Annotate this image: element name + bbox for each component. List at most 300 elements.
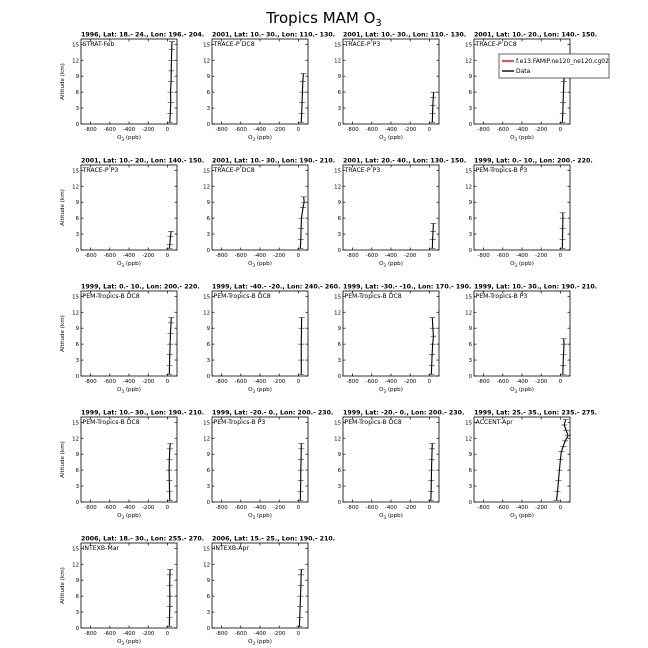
x-tick-label: -600 — [496, 379, 509, 385]
figure-title — [265, 9, 382, 29]
x-axis-title-unit: (ppb) — [255, 513, 272, 519]
y-tick-label: 6 — [206, 342, 210, 349]
y-tick-label: 12 — [72, 58, 79, 65]
y-tick-label: 0 — [75, 626, 79, 632]
y-axis-title: Altitude (km) — [60, 315, 66, 352]
panel-14 — [203, 410, 333, 521]
x-tick-label: -200 — [404, 379, 417, 385]
y-tick-label: 0 — [206, 248, 210, 254]
x-tick-label: 0 — [296, 631, 301, 637]
x-tick-label: -800 — [84, 127, 97, 133]
y-tick-label: 3 — [468, 358, 472, 365]
x-axis-title-subscript: 3 — [514, 515, 518, 520]
panel-tag: PEM-Tropics-B P3 — [475, 293, 528, 300]
panel-4 — [465, 32, 597, 143]
y-tick-label: 15 — [465, 42, 472, 49]
x-axis-title-unit: (ppb) — [386, 387, 403, 393]
x-tick-label: -400 — [515, 127, 529, 133]
y-tick-label: 9 — [468, 452, 472, 459]
y-tick-label: 15 — [334, 420, 341, 427]
x-tick-label: -800 — [477, 505, 490, 511]
y-tick-label: 12 — [203, 184, 210, 191]
series-line-data — [432, 92, 433, 122]
series-line-data — [431, 318, 433, 375]
x-axis-title-subscript: 3 — [252, 389, 256, 394]
x-tick-label: 0 — [558, 379, 563, 385]
x-tick-label: -400 — [515, 253, 529, 259]
x-tick-label: -600 — [103, 379, 116, 385]
x-axis-title-main: O — [248, 387, 253, 393]
y-tick-label: 0 — [206, 626, 210, 632]
panel-tag: PEM-Tropics-B DC8 — [344, 419, 402, 426]
x-tick-label: 0 — [296, 253, 301, 259]
x-tick-label: -800 — [84, 631, 97, 637]
y-tick-label: 9 — [75, 326, 79, 333]
y-tick-label: 15 — [203, 168, 210, 175]
y-tick-label: 6 — [206, 468, 210, 475]
y-tick-label: 15 — [465, 420, 472, 427]
panel-tag: TRACE-P P3 — [82, 167, 119, 174]
panel-tag: STRAT-Feb — [82, 41, 115, 48]
x-tick-label: -400 — [253, 253, 267, 259]
panel-frame — [474, 39, 570, 124]
panel-13 — [60, 410, 204, 521]
y-tick-label: 12 — [465, 58, 472, 65]
x-tick-label: -200 — [404, 127, 417, 133]
x-tick-label: -400 — [384, 253, 398, 259]
y-tick-label: 9 — [468, 74, 472, 81]
y-tick-label: 3 — [337, 232, 341, 239]
y-tick-label: 3 — [468, 232, 472, 239]
y-tick-label: 3 — [206, 106, 210, 113]
x-tick-label: -200 — [142, 379, 155, 385]
x-axis-title-subscript: 3 — [121, 389, 125, 394]
x-axis-title-unit: (ppb) — [386, 135, 403, 141]
series-line-data — [170, 42, 172, 123]
x-tick-label: -600 — [103, 505, 116, 511]
y-tick-label: 12 — [203, 58, 210, 65]
x-tick-label: -600 — [234, 253, 247, 259]
panel-header: 1999, Lat: 0.- 10., Lon: 200.- 220. — [81, 283, 200, 291]
y-tick-label: 12 — [334, 310, 341, 317]
y-tick-label: 15 — [203, 42, 210, 49]
series-line-data — [169, 570, 170, 627]
panel-tag: TRACE-P DC8 — [213, 167, 255, 174]
x-tick-label: 0 — [165, 379, 170, 385]
x-tick-label: -600 — [234, 379, 247, 385]
y-tick-label: 6 — [337, 216, 341, 223]
y-tick-label: 12 — [72, 436, 79, 443]
panel-header: 2001, Lat: 10.- 20., Lon: 140.- 150. — [81, 157, 205, 165]
y-tick-label: 12 — [465, 184, 472, 191]
x-axis-title-subscript: 3 — [514, 137, 518, 142]
panel-tag: PEM-Tropics-B P3 — [475, 167, 528, 174]
panel-header: 2001, Lat: 10.- 30., Lon: 110.- 130. — [212, 31, 336, 39]
panel-frame — [474, 417, 570, 502]
x-tick-label: -800 — [215, 379, 228, 385]
y-tick-label: 3 — [206, 232, 210, 239]
series-line-data — [299, 570, 301, 627]
x-axis-title-main: O — [117, 387, 122, 393]
y-tick-label: 0 — [206, 374, 210, 380]
x-axis-title — [248, 639, 272, 646]
legend-label: Data — [516, 68, 531, 75]
x-axis-title — [248, 261, 272, 268]
y-tick-label: 6 — [468, 468, 472, 475]
x-tick-label: -400 — [515, 505, 529, 511]
panel-header: 1999, Lat: -40.- -20., Lon: 240.- 260. — [212, 283, 341, 291]
x-tick-label: -800 — [346, 379, 359, 385]
x-tick-label: -200 — [142, 127, 155, 133]
panel-frame — [81, 39, 177, 124]
x-axis-title — [510, 387, 534, 394]
panel-17 — [60, 536, 204, 647]
y-tick-label: 3 — [75, 484, 79, 491]
y-tick-label: 15 — [465, 294, 472, 301]
y-tick-label: 0 — [75, 122, 79, 128]
y-tick-label: 6 — [75, 216, 79, 223]
x-tick-label: -200 — [273, 505, 286, 511]
panel-header: 1999, Lat: -20.- 0., Lon: 200.- 230. — [343, 409, 465, 417]
y-tick-label: 0 — [468, 122, 472, 128]
panel-frame — [212, 39, 308, 124]
series-line-data — [562, 74, 564, 123]
y-tick-label: 12 — [72, 184, 79, 191]
x-axis-title-subscript: 3 — [121, 515, 125, 520]
x-axis-title-unit: (ppb) — [255, 135, 272, 141]
y-tick-label: 9 — [337, 452, 341, 459]
x-axis-title-unit: (ppb) — [517, 387, 534, 393]
x-axis-title-subscript: 3 — [252, 641, 256, 646]
panel-7 — [334, 158, 466, 269]
panel-header: 2006, Lat: 15.- 25., Lon: 190.- 210. — [212, 535, 336, 543]
y-tick-label: 6 — [206, 216, 210, 223]
x-axis-title-unit: (ppb) — [517, 261, 534, 267]
panel-header: 2001, Lat: 20.- 40., Lon: 130.- 150. — [343, 157, 467, 165]
x-tick-label: -400 — [253, 127, 267, 133]
x-axis-title — [117, 513, 141, 520]
x-axis-title-unit: (ppb) — [517, 513, 534, 519]
x-axis-title-subscript: 3 — [121, 263, 125, 268]
y-tick-label: 9 — [206, 578, 210, 585]
y-tick-label: 15 — [72, 168, 79, 175]
y-tick-label: 9 — [468, 326, 472, 333]
panel-frame — [212, 417, 308, 502]
y-tick-label: 9 — [75, 578, 79, 585]
x-axis-title — [379, 513, 403, 520]
x-axis-title — [379, 261, 403, 268]
panel-frame — [81, 417, 177, 502]
y-tick-label: 6 — [75, 594, 79, 601]
y-tick-label: 12 — [203, 436, 210, 443]
x-tick-label: 0 — [427, 505, 432, 511]
y-tick-label: 6 — [75, 90, 79, 97]
x-axis-title-main: O — [510, 261, 515, 267]
x-tick-label: 0 — [165, 631, 170, 637]
y-tick-label: 0 — [468, 500, 472, 506]
panel-tag: PEM-Tropics-B DC8 — [213, 293, 271, 300]
panel-frame — [343, 417, 439, 502]
x-tick-label: -200 — [404, 253, 417, 259]
x-axis-title-unit: (ppb) — [255, 261, 272, 267]
y-tick-label: 12 — [72, 310, 79, 317]
panel-frame — [343, 291, 439, 376]
x-axis-title — [379, 135, 403, 142]
x-axis-title — [248, 387, 272, 394]
panel-frame — [212, 291, 308, 376]
y-tick-label: 15 — [203, 420, 210, 427]
y-tick-label: 12 — [465, 436, 472, 443]
y-tick-label: 3 — [75, 106, 79, 113]
y-tick-label: 9 — [337, 200, 341, 207]
x-tick-label: -400 — [122, 379, 136, 385]
y-tick-label: 12 — [203, 562, 210, 569]
x-axis-title-unit: (ppb) — [255, 639, 272, 645]
y-tick-label: 3 — [468, 484, 472, 491]
y-tick-label: 15 — [203, 294, 210, 301]
x-axis-title-main: O — [117, 639, 122, 645]
x-axis-title-unit: (ppb) — [124, 639, 141, 645]
y-tick-label: 0 — [337, 122, 341, 128]
figure-title-subscript: 3 — [375, 18, 382, 29]
x-axis-title-main: O — [248, 639, 253, 645]
series-line-data — [300, 444, 301, 501]
x-axis-title-main: O — [248, 513, 253, 519]
x-axis-title-main: O — [117, 261, 122, 267]
x-tick-label: -600 — [496, 253, 509, 259]
y-tick-label: 3 — [75, 232, 79, 239]
x-tick-label: -600 — [103, 631, 116, 637]
panel-9 — [60, 284, 200, 395]
panel-16 — [465, 410, 597, 521]
panel-5 — [60, 158, 204, 269]
x-tick-label: -800 — [477, 127, 490, 133]
panel-header: 1999, Lat: 10.- 30., Lon: 190.- 210. — [81, 409, 205, 417]
panel-3 — [334, 32, 466, 143]
x-axis-title-unit: (ppb) — [517, 135, 534, 141]
y-tick-label: 9 — [75, 74, 79, 81]
x-tick-label: -800 — [215, 127, 228, 133]
y-tick-label: 0 — [206, 122, 210, 128]
x-tick-label: 0 — [427, 379, 432, 385]
x-tick-label: -400 — [384, 505, 398, 511]
x-axis-title — [248, 513, 272, 520]
x-tick-label: -800 — [346, 505, 359, 511]
x-tick-label: -800 — [346, 127, 359, 133]
y-tick-label: 6 — [468, 90, 472, 97]
x-axis-title-main: O — [510, 135, 515, 141]
panel-8 — [465, 158, 593, 269]
y-tick-label: 9 — [75, 200, 79, 207]
x-tick-label: -600 — [496, 505, 509, 511]
x-tick-label: -400 — [515, 379, 529, 385]
x-tick-label: -200 — [273, 631, 286, 637]
panel-frame — [343, 39, 439, 124]
panel-tag: INTEXB-Mar — [82, 545, 120, 552]
x-axis-title-main: O — [379, 387, 384, 393]
x-tick-label: -800 — [215, 505, 228, 511]
y-tick-label: 15 — [465, 168, 472, 175]
panel-frame — [343, 165, 439, 250]
panel-header: 1999, Lat: 0.- 10., Lon: 200.- 220. — [474, 157, 593, 165]
panel-tag: TRACE-P DC8 — [475, 41, 517, 48]
x-axis-title — [117, 135, 141, 142]
panel-12 — [465, 284, 597, 395]
x-axis-title-unit: (ppb) — [124, 135, 141, 141]
x-tick-label: -600 — [365, 379, 378, 385]
x-tick-label: -200 — [273, 127, 286, 133]
x-axis-title — [117, 261, 141, 268]
x-axis-title-main: O — [117, 135, 122, 141]
x-axis-title-main: O — [248, 135, 253, 141]
series-line-data — [557, 420, 569, 501]
x-tick-label: -600 — [365, 127, 378, 133]
x-tick-label: -800 — [84, 379, 97, 385]
y-tick-label: 9 — [75, 452, 79, 459]
x-axis-title-main: O — [379, 513, 384, 519]
x-tick-label: -800 — [346, 253, 359, 259]
panel-tag: TRACE-P P3 — [344, 41, 381, 48]
y-tick-label: 12 — [203, 310, 210, 317]
x-tick-label: -600 — [103, 253, 116, 259]
x-axis-title-subscript: 3 — [252, 263, 256, 268]
y-tick-label: 6 — [337, 468, 341, 475]
y-tick-label: 0 — [468, 248, 472, 254]
panel-tag: ACCENT-Apr — [475, 419, 513, 426]
x-tick-label: -400 — [122, 505, 136, 511]
y-tick-label: 6 — [337, 342, 341, 349]
x-tick-label: -200 — [142, 253, 155, 259]
legend — [499, 54, 609, 78]
series-line-data — [169, 444, 170, 501]
y-tick-label: 0 — [337, 500, 341, 506]
x-axis-title — [510, 135, 534, 142]
x-axis-title-main: O — [117, 513, 122, 519]
y-tick-label: 0 — [75, 500, 79, 506]
y-tick-label: 12 — [465, 310, 472, 317]
panel-11 — [334, 284, 471, 395]
panel-2 — [203, 32, 335, 143]
x-tick-label: -600 — [103, 127, 116, 133]
x-tick-label: 0 — [165, 505, 170, 511]
x-tick-label: 0 — [296, 379, 301, 385]
x-tick-label: -400 — [122, 127, 136, 133]
x-tick-label: 0 — [296, 505, 301, 511]
panel-10 — [203, 284, 340, 395]
series-line-data — [431, 444, 432, 501]
x-tick-label: -800 — [84, 253, 97, 259]
panel-header: 2006, Lat: 18.- 30., Lon: 255.- 270. — [81, 535, 205, 543]
x-tick-label: -600 — [365, 253, 378, 259]
y-tick-label: 6 — [468, 342, 472, 349]
x-axis-title-subscript: 3 — [252, 137, 256, 142]
x-axis-title — [510, 513, 534, 520]
x-tick-label: -200 — [535, 379, 548, 385]
y-tick-label: 3 — [75, 610, 79, 617]
y-axis-title: Altitude (km) — [60, 567, 66, 604]
x-axis-title-main: O — [379, 135, 384, 141]
legend-label: f.e13.FAMIP.ne120_ne120.cg02 — [516, 58, 609, 65]
x-tick-label: -400 — [384, 127, 398, 133]
panels — [60, 32, 597, 647]
x-axis-title-unit: (ppb) — [255, 387, 272, 393]
x-tick-label: -800 — [477, 379, 490, 385]
panel-frame — [474, 165, 570, 250]
x-axis-title-unit: (ppb) — [124, 513, 141, 519]
y-tick-label: 15 — [203, 546, 210, 553]
x-axis-title-unit: (ppb) — [386, 513, 403, 519]
panel-header: 1996, Lat: 18.- 24., Lon: 196.- 204. — [81, 31, 205, 39]
y-tick-label: 0 — [337, 374, 341, 380]
panel-tag: PEM-Tropics-B P3 — [213, 419, 266, 426]
y-tick-label: 3 — [75, 358, 79, 365]
x-tick-label: 0 — [165, 127, 170, 133]
x-tick-label: -200 — [404, 505, 417, 511]
x-axis-title-subscript: 3 — [252, 515, 256, 520]
panel-frame — [212, 165, 308, 250]
x-axis-title-main: O — [510, 513, 515, 519]
x-axis-title-main: O — [379, 261, 384, 267]
y-tick-label: 3 — [206, 484, 210, 491]
panel-frame — [81, 165, 177, 250]
y-tick-label: 9 — [337, 74, 341, 81]
x-tick-label: -800 — [215, 253, 228, 259]
y-tick-label: 9 — [206, 326, 210, 333]
series-line-data — [301, 74, 303, 123]
y-tick-label: 3 — [337, 484, 341, 491]
panel-header: 1999, Lat: -30.- -10., Lon: 170.- 190. — [343, 283, 472, 291]
y-tick-label: 6 — [206, 90, 210, 97]
y-tick-label: 15 — [72, 420, 79, 427]
x-axis-title-main: O — [510, 387, 515, 393]
x-tick-label: -400 — [384, 379, 398, 385]
y-tick-label: 9 — [468, 200, 472, 207]
x-axis-title-subscript: 3 — [121, 641, 125, 646]
y-tick-label: 6 — [206, 594, 210, 601]
x-axis-title-unit: (ppb) — [386, 261, 403, 267]
y-tick-label: 15 — [334, 168, 341, 175]
y-tick-label: 0 — [75, 248, 79, 254]
x-axis-title-subscript: 3 — [121, 137, 125, 142]
x-axis-title — [248, 135, 272, 142]
x-tick-label: -800 — [84, 505, 97, 511]
x-axis-title — [117, 639, 141, 646]
y-tick-label: 15 — [72, 546, 79, 553]
x-axis-title-unit: (ppb) — [124, 261, 141, 267]
x-axis-title — [510, 261, 534, 268]
x-axis-title-subscript: 3 — [383, 137, 387, 142]
panel-tag: INTEXB-Apr — [213, 545, 249, 552]
panel-header: 1999, Lat: 25.- 35., Lon: 235.- 275. — [474, 409, 598, 417]
x-tick-label: -600 — [496, 127, 509, 133]
x-axis-title-subscript: 3 — [514, 389, 518, 394]
x-axis-title-subscript: 3 — [383, 515, 387, 520]
y-tick-label: 15 — [72, 294, 79, 301]
y-tick-label: 6 — [75, 468, 79, 475]
panel-header: 2001, Lat: 10.- 20., Lon: 140.- 150. — [474, 31, 598, 39]
panel-frame — [474, 291, 570, 376]
x-tick-label: -400 — [253, 505, 267, 511]
y-tick-label: 3 — [468, 106, 472, 113]
series-line-data — [432, 223, 433, 248]
x-tick-label: 0 — [427, 253, 432, 259]
x-tick-label: 0 — [558, 127, 563, 133]
panel-tag: TRACE-P P3 — [344, 167, 381, 174]
y-tick-label: 0 — [468, 374, 472, 380]
y-tick-label: 9 — [206, 452, 210, 459]
y-tick-label: 3 — [337, 358, 341, 365]
y-tick-label: 9 — [206, 74, 210, 81]
